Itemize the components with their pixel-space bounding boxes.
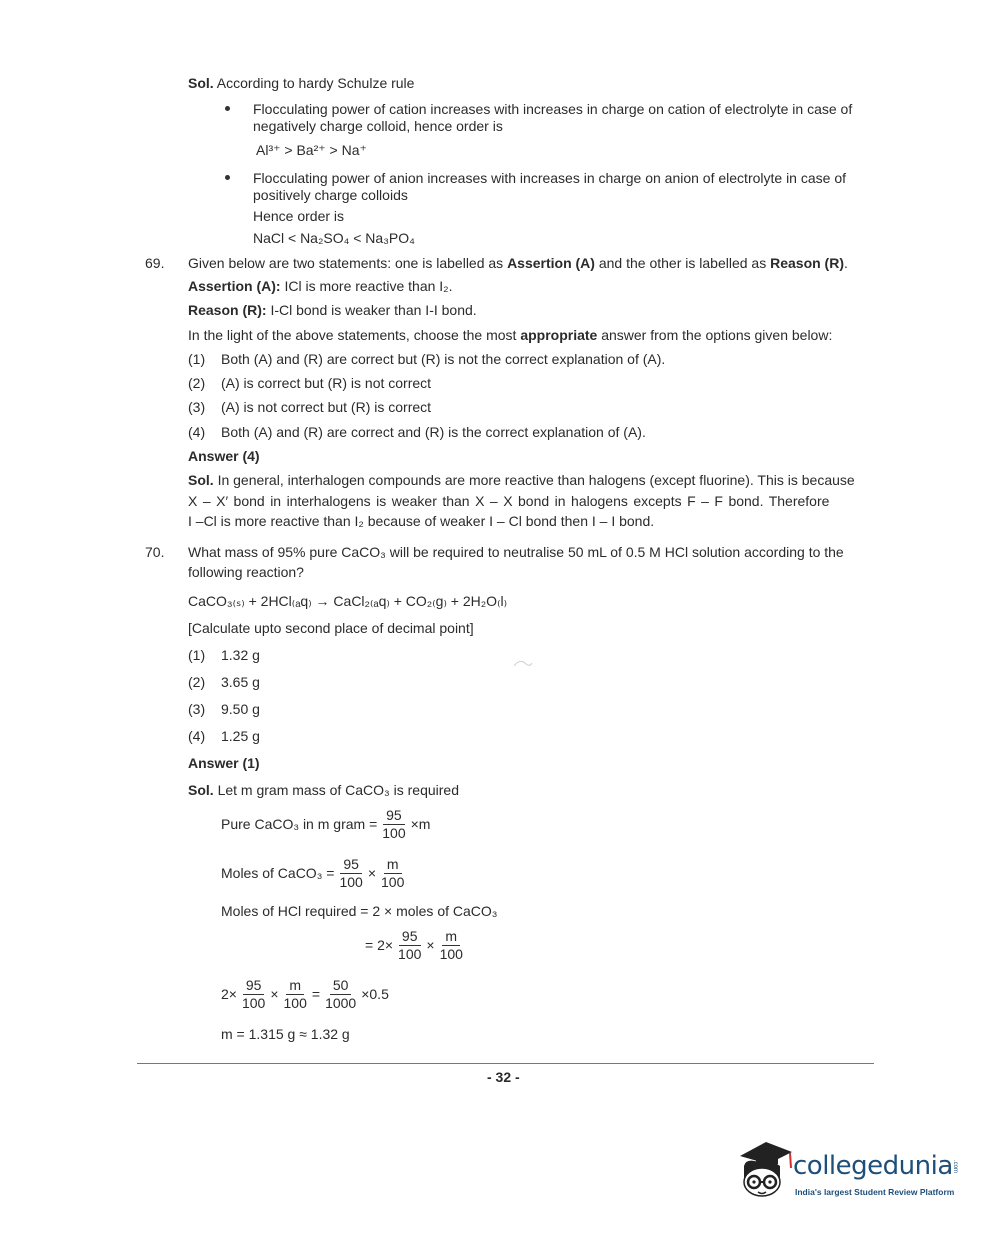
q69-assertion — [188, 277, 453, 295]
q69-option-num: (3) — [188, 399, 206, 415]
eq-tail: ×m — [410, 816, 431, 832]
fraction-denominator: 1000 — [325, 995, 357, 1011]
q69-option-text: (A) is not correct but (R) is correct — [221, 399, 432, 415]
equals-sign: = — [311, 986, 321, 1002]
q69-sol-line3: I –Cl is more reactive than I₂ because of weaker I – Cl bond then I – I bond. — [188, 513, 655, 529]
eq-tail: ×0.5 — [361, 986, 389, 1002]
brand-suffix: .com — [952, 1160, 958, 1174]
sol-label: Sol. — [188, 75, 214, 91]
fraction-numerator: 50 — [330, 977, 352, 995]
fraction-numerator: m — [442, 928, 460, 946]
q70-number: 70. — [145, 544, 165, 560]
q69-option-text: Both (A) and (R) are correct but (R) is not the correct explanation of (A). — [221, 351, 666, 367]
q69-option-num: (4) — [188, 424, 206, 440]
q69-prompt-b: answer from the options given below: — [597, 327, 833, 343]
bullet1-line2: negatively charge colloid, hence order is — [253, 118, 503, 134]
fraction — [379, 807, 408, 842]
q69-intro-a: Given below are two statements: one is labelled as — [188, 255, 508, 271]
fraction — [322, 977, 359, 1012]
q69-sol-line1 — [188, 471, 855, 489]
q69-intro — [188, 254, 848, 272]
q69-prompt-bold: appropriate — [520, 327, 598, 343]
reason-text: I-Cl bond is weaker than I-I bond. — [266, 302, 477, 318]
eq-label: Moles of CaCO₃ = — [221, 865, 335, 881]
bullet-icon — [225, 175, 230, 180]
fraction-denominator: 100 — [283, 995, 307, 1011]
q69-option-num: (2) — [188, 375, 206, 391]
anion-order: NaCl < Na₂SO₄ < Na₃PO₄ — [253, 230, 415, 246]
eq-pure-caco3 — [221, 807, 430, 842]
q70-option-text: 9.50 g — [221, 701, 260, 717]
sol-hardy-line — [188, 74, 414, 92]
q70-sol-line — [188, 781, 459, 799]
eq-hcl-required: Moles of HCl required = 2 × moles of CaCO₃ — [221, 903, 498, 919]
q70-answer: Answer (1) — [188, 755, 260, 771]
q70-option-text: 1.32 g — [221, 647, 260, 663]
fraction-denominator: 100 — [382, 825, 406, 841]
sol-label: Sol. — [188, 472, 214, 488]
q70-option-num: (3) — [188, 701, 206, 717]
q69-assertion-bold: Assertion (A) — [507, 255, 595, 271]
bullet1-line1: Flocculating power of cation increases with increases in charge on cation of electrolyte in case of — [253, 101, 853, 117]
fraction-denominator: 100 — [241, 995, 266, 1011]
bullet2-line1: Flocculating power of anion increases with increases in charge on anion of electrolyte in case of — [253, 170, 846, 186]
fraction — [239, 977, 268, 1012]
cation-order: Al³⁺ > Ba²⁺ > Na⁺ — [256, 142, 367, 158]
fraction-denominator: 100 — [398, 946, 422, 962]
assertion-text: ICl is more reactive than I₂. — [280, 278, 453, 294]
brand-tagline: India's largest Student Review Platform — [795, 1187, 955, 1197]
fraction — [437, 928, 466, 963]
q70-line2: following reaction? — [188, 564, 304, 580]
bullet-icon — [225, 106, 230, 111]
page-number: - 32 - — [487, 1069, 520, 1085]
times-sign: × — [367, 865, 377, 881]
collegedunia-mascot-icon — [736, 1138, 794, 1202]
q70-note: [Calculate upto second place of decimal point] — [188, 620, 474, 636]
q70-option-num: (1) — [188, 647, 206, 663]
fraction-numerator: 95 — [383, 807, 405, 825]
scan-mark-icon — [512, 658, 534, 670]
q69-reason — [188, 301, 477, 319]
reason-label: Reason (R): — [188, 302, 267, 318]
fraction-denominator: 100 — [381, 874, 405, 890]
q70-option-num: (2) — [188, 674, 206, 690]
eq-result: m = 1.315 g ≈ 1.32 g — [221, 1026, 350, 1042]
eq-hcl-expansion — [365, 928, 468, 963]
eq-prefix: 2× — [221, 986, 237, 1002]
fraction-denominator: 100 — [339, 874, 363, 890]
eq-prefix: = 2× — [365, 937, 394, 953]
fraction — [281, 977, 310, 1012]
q69-intro-b: and the other is labelled as — [594, 255, 771, 271]
q70-option-text: 3.65 g — [221, 674, 260, 690]
fraction-numerator: m — [286, 977, 304, 995]
q69-option-text: Both (A) and (R) are correct and (R) is the correct explanation of (A). — [221, 424, 646, 440]
fraction-numerator: m — [384, 856, 402, 874]
q70-option-num: (4) — [188, 728, 206, 744]
times-sign: × — [270, 986, 279, 1002]
footer-divider — [137, 1063, 874, 1064]
q69-sol-line2: X – X′ bond in interhalogens is weaker than X – X bond in halogens excepts F – F bond. Therefore — [188, 493, 830, 509]
fraction — [336, 856, 365, 891]
hence-order: Hence order is — [253, 208, 345, 224]
q69-reason-bold: Reason (R) — [770, 255, 844, 271]
q69-answer: Answer (4) — [188, 448, 260, 464]
fraction — [395, 928, 424, 963]
bullet2-line2: positively charge colloids — [253, 187, 408, 203]
sol-hardy-text: According to hardy Schulze rule — [216, 75, 415, 91]
brand-name: collegedunia — [793, 1151, 953, 1181]
q69-prompt-a: In the light of the above statements, choose the most — [188, 327, 521, 343]
fraction-denominator: 100 — [439, 946, 463, 962]
q69-sol-text: In general, interhalogen compounds are more reactive than halogens (except fluorine). This is because — [217, 472, 855, 488]
q69-option-num: (1) — [188, 351, 206, 367]
q69-option-text: (A) is correct but (R) is not correct — [221, 375, 432, 391]
q70-line1: What mass of 95% pure CaCO₃ will be required to neutralise 50 mL of 0.5 M HCl solution according to the — [188, 544, 844, 560]
q69-intro-c: . — [844, 255, 848, 271]
q69-prompt — [188, 326, 832, 344]
times-sign: × — [426, 937, 435, 953]
q70-sol-text: Let m gram mass of CaCO₃ is required — [217, 782, 460, 798]
fraction-numerator: 95 — [243, 977, 265, 995]
fraction — [378, 856, 407, 891]
fraction-numerator: 95 — [340, 856, 362, 874]
assertion-label: Assertion (A): — [188, 278, 281, 294]
fraction-numerator: 95 — [399, 928, 421, 946]
q70-reaction: CaCO₃₍ₛ₎ + 2HCl₍ₐq₎ → CaCl₂₍ₐq₎ + CO₂₍g₎ + 2H₂O₍l₎ — [188, 593, 508, 609]
eq-label: Pure CaCO₃ in m gram = — [221, 816, 378, 832]
q69-number: 69. — [145, 255, 165, 271]
eq-moles-caco3 — [221, 856, 409, 891]
q70-option-text: 1.25 g — [221, 728, 260, 744]
sol-label: Sol. — [188, 782, 214, 798]
eq-final — [221, 977, 389, 1012]
